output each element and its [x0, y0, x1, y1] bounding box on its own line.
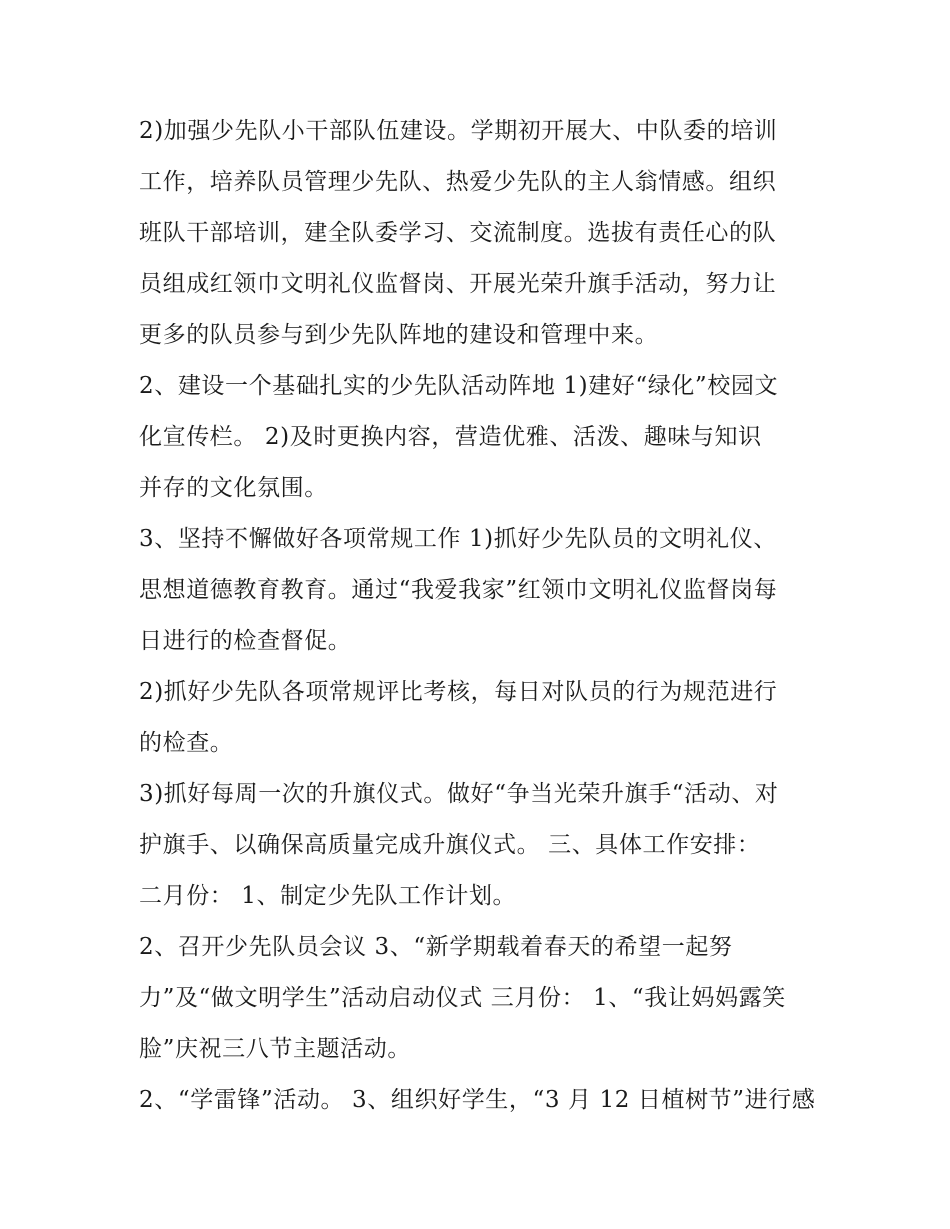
text-line: 3、坚持不懈做好各项常规工作 1)抓好少先队员的文明礼仪、 — [139, 526, 777, 552]
text-line: 更多的队员参与到少先队阵地的建设和管理中来。 — [139, 322, 659, 348]
text-line: 的检查。 — [139, 730, 234, 756]
text-line: 2、“学雷锋”活动。 3、组织好学生，“3 月 12 日植树节”进行感 — [139, 1087, 816, 1113]
text-line: 2)抓好少先队各项常规评比考核，每日对队员的行为规范进行 — [139, 679, 778, 705]
text-line: 班队干部培训，建全队委学习、交流制度。选拔有责任心的队 — [139, 220, 777, 246]
text-line: 2、建设一个基础扎实的少先队活动阵地 1)建好“绿化”校园文 — [139, 373, 779, 399]
text-line: 护旗手、以确保高质量完成升旗仪式。 三、具体工作安排： — [139, 832, 761, 858]
text-line: 并存的文化氛围。 — [139, 475, 328, 501]
text-line: 工作，培养队员管理少先队、热爱少先队的主人翁情感。组织 — [139, 169, 777, 195]
document-body — [139, 111, 819, 1131]
text-line: 日进行的检查督促。 — [139, 628, 352, 654]
text-line: 3)抓好每周一次的升旗仪式。做好“争当光荣升旗手“活动、对 — [139, 781, 779, 807]
text-line: 化宣传栏。 2)及时更换内容，营造优雅、活泼、趣味与知识 — [139, 424, 762, 450]
text-line: 员组成红领巾文明礼仪监督岗、开展光荣升旗手活动，努力让 — [139, 271, 777, 297]
text-line: 二月份： 1、制定少先队工作计划。 — [139, 883, 517, 909]
text-line: 思想道德教育教育。通过“我爱我家”红领巾文明礼仪监督岗每 — [139, 577, 778, 603]
text-line: 2、召开少先队员会议 3、“新学期载着春天的希望一起努 — [139, 934, 733, 960]
text-line: 力”及“做文明学生”活动启动仪式 三月份： 1、“我让妈妈露笑 — [139, 985, 786, 1011]
text-line: 2)加强少先队小干部队伍建设。学期初开展大、中队委的培训 — [139, 118, 778, 144]
text-line: 脸”庆祝三八节主题活动。 — [139, 1036, 411, 1062]
